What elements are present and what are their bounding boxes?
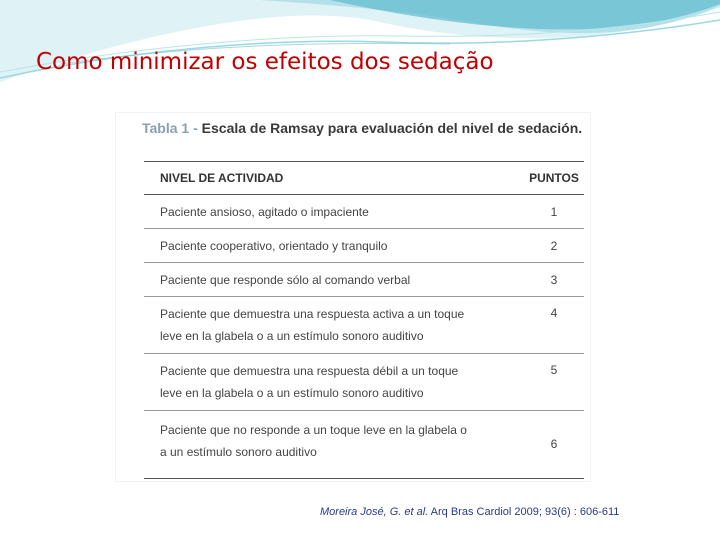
- header-wave-decoration: [0, 0, 720, 90]
- row-points: 5: [550, 363, 558, 377]
- header-activity-level: NIVEL DE ACTIVIDAD: [160, 171, 284, 185]
- table-caption: [142, 120, 582, 136]
- header-points: PUNTOS: [529, 171, 579, 185]
- row-points: 6: [550, 437, 558, 451]
- row-description: Paciente que responde sólo al comando verbal: [160, 272, 411, 287]
- table-row: [144, 195, 584, 229]
- row-points: 1: [550, 204, 558, 219]
- table-header-row: [144, 162, 584, 195]
- table-caption-label: Tabla 1 -: [142, 120, 198, 136]
- citation-authors: Moreira José, G. et al.: [320, 506, 429, 518]
- citation: [320, 506, 619, 518]
- table-row: [144, 411, 584, 479]
- row-points: 2: [550, 238, 558, 253]
- slide-title: Como minimizar os efeitos dos sedação: [36, 49, 494, 75]
- row-description: Paciente que demuestra una respuesta activa a un toque leve en la glabela o a un estímulo sonoro auditivo: [160, 307, 465, 343]
- table-caption-text: Escala de Ramsay para evaluación del nivel de sedación.: [201, 120, 583, 136]
- table-row: [144, 263, 584, 297]
- ramsay-scale-table-image: [116, 113, 590, 481]
- table-row: [144, 297, 584, 354]
- row-description: Paciente que no responde a un toque leve en la glabela o a un estímulo sonoro auditivo: [160, 423, 467, 459]
- table-row: [144, 229, 584, 263]
- row-description: Paciente cooperativo, orientado y tranquilo: [160, 238, 388, 253]
- ramsay-table: [144, 161, 584, 479]
- row-description: Paciente que demuestra una respuesta débil a un toque leve en la glabela o a un estímulo sonoro auditivo: [160, 364, 459, 400]
- row-points: 3: [550, 272, 558, 287]
- table-row: [144, 354, 584, 411]
- row-points: 4: [550, 306, 558, 320]
- row-description: Paciente ansioso, agitado o impaciente: [160, 204, 369, 219]
- citation-source: Arq Bras Cardiol 2009; 93(6) : 606-611: [430, 506, 620, 518]
